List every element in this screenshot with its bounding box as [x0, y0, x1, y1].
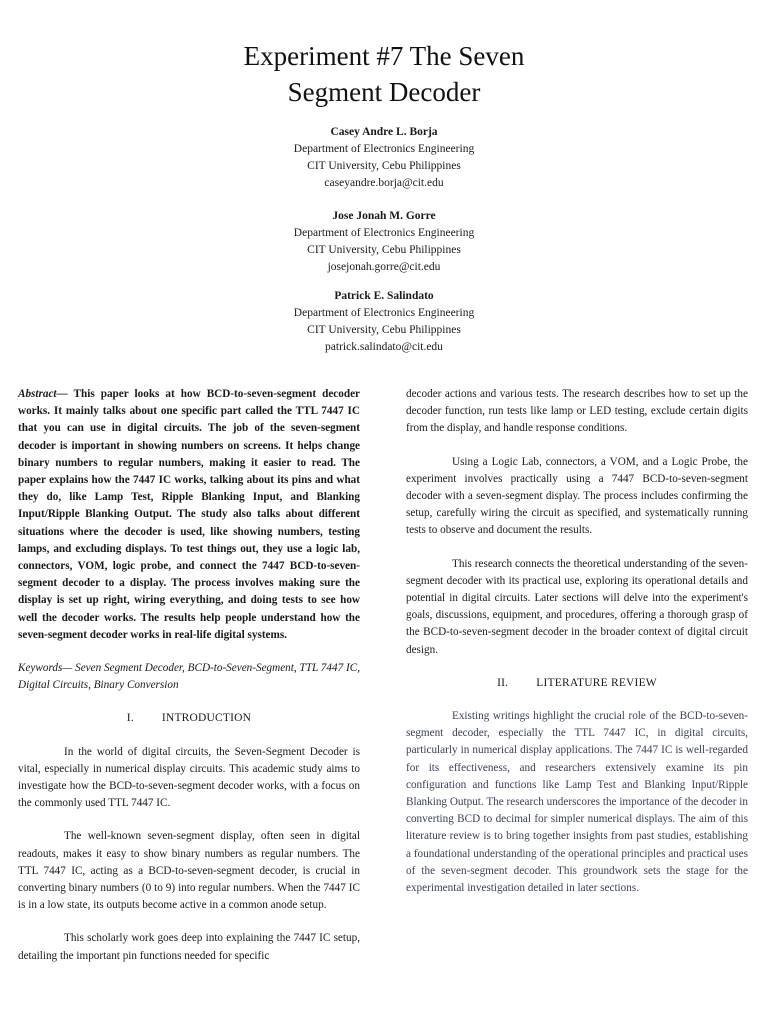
title-line-1: Experiment #7 The Seven	[243, 41, 525, 71]
right-paragraph-1: decoder actions and various tests. The research describes how to set up the decoder function, run tests like lamp or LED testing, exclude certain digits from the display, and handle response conditions.	[406, 388, 748, 435]
paper-title	[0, 38, 768, 110]
literature-paragraph-1: Existing writings highlight the crucial role of the BCD-to-seven-segment decoder, especially the TTL 7447 IC, in digital circuits, particularly in numerical display applications. The 7447 IC is well-regarded for its effectiveness, and researchers extensively examine its pin configuration and functions like Lamp Test and Blanking Input/Ripple Blanking Output. The research underscores the importance of the decoder in converting BCD to decimal for simpler numerical displays. The aim of this literature review is to bring together insights from past studies, establishing a foundational understanding of the operational principles and practical uses of the seven-segment decoder. This groundwork sets the stage for the experimental investigation detailed in later sections.	[406, 710, 748, 895]
author-block-3	[0, 288, 768, 356]
author-org: CIT University, Cebu Philippines	[307, 160, 461, 172]
right-paragraph-3: This research connects the theoretical understanding of the seven-segment decoder with its practical use, exploring its operational details and potential in digital circuits. Later sections will delve into the experiment's goals, discussions, equipment, and procedures, offering a thorough grasp of the BCD-to-seven-segment decoder in the broader context of digital circuit design.	[406, 557, 748, 656]
author-email: caseyandre.borja@cit.edu	[324, 177, 444, 189]
author-org: CIT University, Cebu Philippines	[307, 244, 461, 256]
keywords: Keywords— Seven Segment Decoder, BCD-to-Seven-Segment, TTL 7447 IC, Digital Circuits, Binary Conversion	[18, 662, 360, 692]
section-heading-introduction	[18, 710, 360, 727]
author-email: patrick.salindato@cit.edu	[325, 341, 443, 353]
section-number: II.	[497, 676, 509, 689]
author-block-1	[0, 124, 768, 192]
title-line-2: Segment Decoder	[287, 77, 481, 107]
abstract	[18, 386, 360, 644]
section-number: I.	[126, 712, 134, 725]
author-dept: Department of Electronics Engineering	[293, 307, 475, 319]
intro-paragraph-2: The well-known seven-segment display, often seen in digital readouts, makes it easy to show binary numbers as regular numbers. The TTL 7447 IC, acting as a BCD-to-seven-segment decoder, is crucial in converting binary numbers (0 to 9) into regular numbers. When the 7447 IC is in a low state, its outputs become active in a common anode setup.	[18, 830, 360, 912]
author-dept: Department of Electronics Engineering	[293, 143, 475, 155]
author-email: josejonah.gorre@cit.edu	[327, 261, 441, 273]
author-name: Casey Andre L. Borja	[330, 126, 438, 138]
author-block-2	[0, 208, 768, 276]
author-dept: Department of Electronics Engineering	[293, 227, 475, 239]
right-column	[406, 386, 748, 897]
right-paragraph-2: Using a Logic Lab, connectors, a VOM, and a Logic Probe, the experiment involves practically using a 7447 BCD-to-seven-segment decoder with a seven-segment display. The process includes confirming the setup, carefully wiring the circuit as specified, and systematically running tests to observe and document the results.	[406, 455, 748, 537]
intro-paragraph-1: In the world of digital circuits, the Seven-Segment Decoder is vital, especially in numerical display circuits. This academic study aims to investigate how the BCD-to-seven-segment decoder works, with a focus on the commonly used TTL 7447 IC.	[18, 745, 360, 810]
abstract-text: This paper looks at how BCD-to-seven-segment decoder works. It mainly talks about one specific part called the TTL 7447 IC that you can use in digital circuits. The job of the seven-segment decoder is important in showing numbers on screens. It helps change binary numbers to regular numbers, making it easier to read. The paper explains how the 7447 IC works, talking about its pins and what they do, like Lamp Test, Ripple Blanking Input, and Blanking Input/Ripple Blanking Output. The study also talks about different situations where the decoder is used, like showing numbers, testing lamps, and excluding displays. To test things out, they use a logic lab, connectors, VOM, logic probe, and connect the 7447 BCD-to-seven-segment decoder to a display. The process involves making sure the display is set up right, wiring everything, and doing tests to see how well the decoder works. The results help people understand how the seven-segment decoder works in real-life digital systems.	[18, 388, 360, 641]
left-column	[18, 386, 360, 965]
author-name: Patrick E. Salindato	[334, 290, 434, 302]
author-org: CIT University, Cebu Philippines	[307, 324, 461, 336]
section-title: INTRODUCTION	[161, 712, 252, 725]
abstract-label: Abstract—	[18, 388, 68, 400]
author-name: Jose Jonah M. Gorre	[332, 210, 436, 222]
section-title: LITERATURE REVIEW	[536, 676, 657, 689]
intro-paragraph-3: This scholarly work goes deep into explaining the 7447 IC setup, detailing the important pin functions needed for specific	[18, 932, 360, 962]
section-heading-literature-review	[406, 675, 748, 692]
